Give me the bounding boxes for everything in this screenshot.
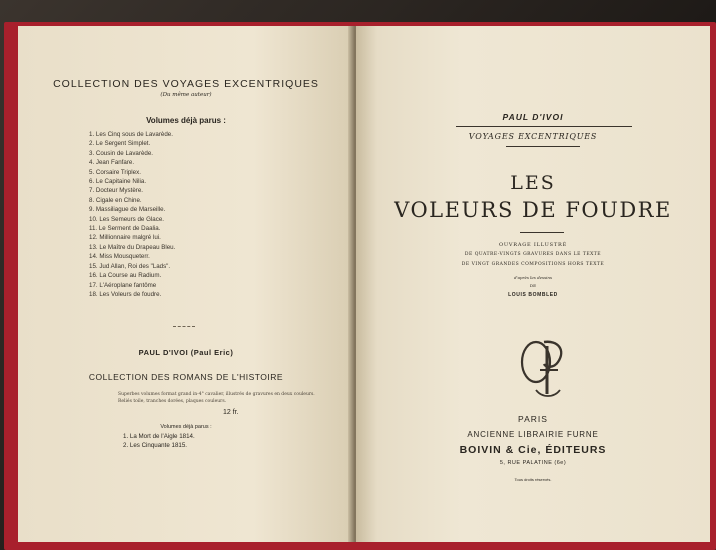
list-item: 10. Les Semeurs de Glace. xyxy=(89,215,164,223)
rule xyxy=(520,232,564,233)
list-item: 1. La Mort de l'Aigle 1814. xyxy=(123,433,195,440)
list-item: 14. Miss Mousqueterr. xyxy=(89,253,150,261)
publisher-city: PARIS xyxy=(518,414,548,424)
same-author-note: (Du même auteur) xyxy=(160,92,212,98)
rule xyxy=(456,126,632,127)
collection2-volumes-list xyxy=(123,432,195,450)
list-item: 7. Docteur Mystère. xyxy=(89,187,143,195)
list-item: 11. Le Serment de Daalia. xyxy=(89,225,161,233)
list-item: 17. L'Aéroplane fantôme xyxy=(89,281,157,289)
list-item: 15. Jud Allan, Roi des "Lads". xyxy=(89,262,171,270)
list-item: 8. Cigale en Chine. xyxy=(89,196,142,204)
illustration-line-1: DE QUATRE-VINGTS GRAVURES DANS LE TEXTE xyxy=(464,252,602,257)
list-item: 6. Le Capitaine Nilia. xyxy=(89,178,147,186)
book-author: PAUL D'IVOI xyxy=(502,112,564,122)
rights-notice: Tous droits réservés. xyxy=(514,477,552,482)
list-item: 18. Les Voleurs de foudre. xyxy=(89,290,162,298)
list-item: 2. Les Cinquante 1815. xyxy=(123,442,187,449)
after-drawings: d'après les dessins xyxy=(513,275,553,280)
publisher-address: 5, RUE PALATINE (6e) xyxy=(499,460,567,466)
list-item: 16. La Course au Radium. xyxy=(89,272,162,280)
list-item: 4. Jean Fanfare. xyxy=(89,159,135,167)
list-item: 13. Le Maître du Drapeau Bleu. xyxy=(89,243,176,251)
de-word: DE xyxy=(529,283,537,288)
illustration-line-2: DE VINGT GRANDES COMPOSITIONS HORS TEXTE xyxy=(461,262,605,267)
collection-title: COLLECTION DES VOYAGES EXCENTRIQUES xyxy=(53,78,319,90)
list-item: 3. Cousin de Lavarède. xyxy=(89,149,153,157)
list-item: 1. Les Cinq sous de Lavarède. xyxy=(89,131,173,138)
title-line-1: LES xyxy=(510,172,556,194)
publisher-monogram-icon xyxy=(514,332,574,404)
series-name: VOYAGES EXCENTRIQUES xyxy=(468,132,598,141)
right-page xyxy=(356,26,710,542)
illustrator-name: LOUIS BOMBLED xyxy=(508,292,558,298)
rule xyxy=(506,146,580,147)
volumes-heading: Volumes déjà parus : xyxy=(146,116,226,125)
dashed-divider xyxy=(173,326,195,327)
collection2-volumes-heading: Volumes déjà parus : xyxy=(160,424,212,430)
left-page xyxy=(18,26,354,542)
collection2-title: COLLECTION DES ROMANS DE L'HISTOIRE xyxy=(88,372,284,382)
book-title: VOLEURS DE FOUDRE xyxy=(394,198,672,222)
publisher-name: BOIVIN & Cie, ÉDITEURS xyxy=(459,444,607,456)
list-item: 5. Corsaire Triplex. xyxy=(89,168,141,176)
list-item: 12. Millionnaire malgré lui. xyxy=(89,234,161,242)
publisher-former-name: ANCIENNE LIBRAIRIE FURNE xyxy=(467,430,599,439)
volumes-list xyxy=(89,130,175,299)
collection2-description: Superbes volumes format grand in-4° cavalier, illustrés de gravures en deux couleurs. Reliés toile, tranches dorées, plaques couleurs. xyxy=(118,392,315,404)
list-item: 2. Le Sergent Simplet. xyxy=(89,140,151,148)
collection2-price: 12 fr. xyxy=(223,409,239,416)
list-item: 9. Massiliague de Marseille. xyxy=(89,206,166,214)
illustrated-note: OUVRAGE ILLUSTRÉ xyxy=(498,242,568,248)
author-line: PAUL D'IVOI (Paul Eric) xyxy=(138,348,234,357)
